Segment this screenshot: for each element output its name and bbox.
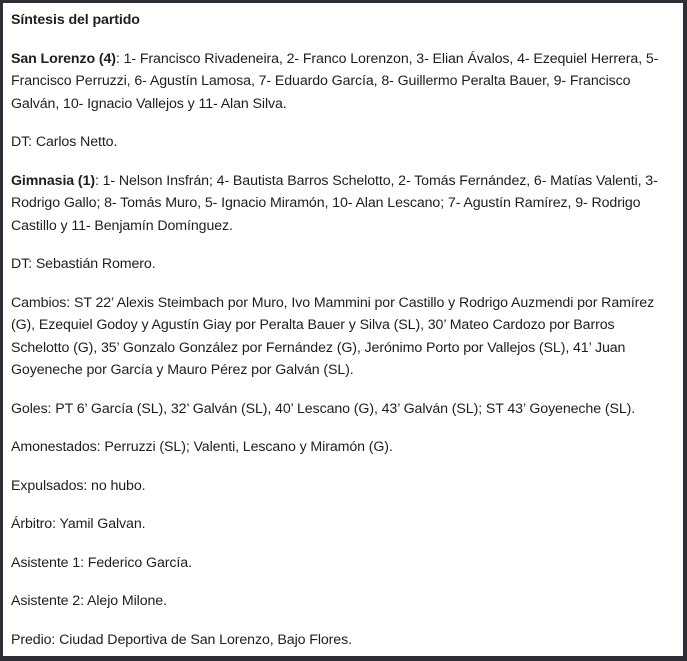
home-coach: DT: Carlos Netto. [11,134,118,150]
substitutions: Cambios: ST 22’ Alexis Steimbach por Muro, Ivo Mammini por Castillo y Rodrigo Auzmendi por Ramírez (G), Ezequiel Godoy y Agustín Giay por Peralta Bauer y Silva (SL), 30’ Mateo Cardozo por Barros Schelotto (G), 35’ Gonzalo González por Fernández (G), Jerónimo Porto por Vallejos (SL), 41’ Juan Goyeneche por García y Mauro Pérez por Galván (SL). [11,294,655,378]
assistant-2: Asistente 2: Alejo Milone. [11,593,167,609]
away-lineup-text: : 1- Nelson Insfrán; 4- Bautista Barros Schelotto, 2- Tomás Fernández, 6- Matías Valenti, 3- Rodrigo Gallo; 8- Tomás Muro, 5- Ignacio Miramón, 10- Alan Lescano; 7- Agustín Ramírez, 9- Rodrigo Castillo y 11- Benjamín Domínguez. [11,172,658,234]
home-team-name: San Lorenzo (4) [11,50,116,67]
assistant-1: Asistente 1: Federico García. [11,554,192,571]
section-title: Síntesis del partido [11,12,140,28]
red-cards: Expulsados: no hubo. [11,477,146,494]
home-lineup-text: : 1- Francisco Rivadeneira, 2- Franco Lorenzon, 3- Elian Ávalos, 4- Ezequiel Herrera, 5- Francisco Perruzzi, 6- Agustín Lamosa, 7- Eduardo García, 8- Guillermo Peralta Bauer, 9- Francisco Galván, 10- Ignacio Vallejos y 11- Alan Silva. [11,50,659,112]
goals: Goles: PT 6’ García (SL), 32’ Galván (SL), 40’ Lescano (G), 43’ Galván (SL); ST 43’ Goyeneche (SL). [11,400,636,417]
home-lineup [11,48,683,116]
yellow-cards: Amonestados: Perruzzi (SL); Valenti, Lescano y Miramón (G). [11,439,393,455]
referee: Árbitro: Yamil Galvan. [11,516,146,532]
away-lineup [11,170,683,238]
match-summary-card [3,3,683,656]
venue: Predio: Ciudad Deportiva de San Lorenzo, Bajo Flores. [11,631,352,648]
away-team-name: Gimnasia (1) [11,172,95,189]
away-coach: DT: Sebastián Romero. [11,256,156,272]
